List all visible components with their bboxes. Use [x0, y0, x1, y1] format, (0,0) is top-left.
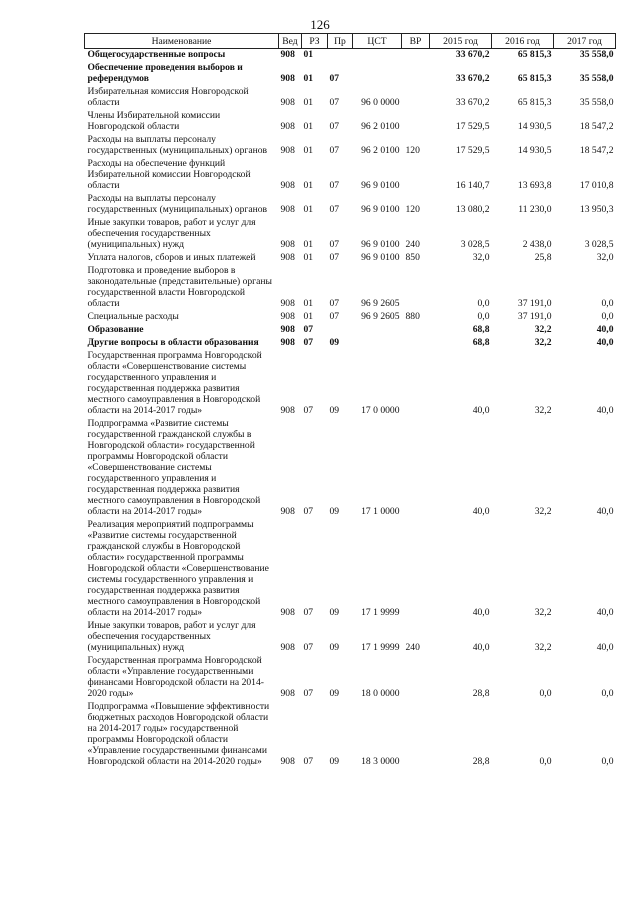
row-ved: 908	[280, 337, 295, 348]
row-name: Государственная программа Новгородской области «Совершенствование системы государственного управления и государственная поддержка развития местного самоуправления в Новгородской области на 2014-2017 годы»	[87, 350, 262, 416]
row-pr: 07	[329, 239, 340, 250]
row-vr	[402, 418, 430, 519]
row-vr: 120	[405, 204, 420, 215]
row-pr: 09	[329, 688, 340, 699]
row-amount-2016: 32,2	[534, 337, 552, 348]
row-amount-2017: 32,0	[596, 252, 614, 263]
row-rz: 07	[303, 688, 314, 699]
table-row	[85, 252, 616, 265]
row-pr: 07	[329, 121, 340, 132]
row-name: Расходы на обеспечение функций Избирательной комиссии Новгородской области	[87, 158, 251, 191]
row-rz: 01	[303, 239, 314, 250]
row-ved: 908	[280, 756, 295, 767]
row-amount-2015: 33 670,2	[455, 97, 490, 108]
row-ved: 908	[280, 239, 295, 250]
row-cst: 96 2 0100	[361, 145, 400, 156]
row-ved: 908	[280, 405, 295, 416]
row-cst	[353, 337, 402, 350]
budget-table	[84, 33, 616, 769]
row-amount-2015: 33 670,2	[455, 49, 490, 60]
row-rz: 07	[303, 506, 314, 517]
table-row	[85, 86, 616, 110]
row-vr	[402, 49, 430, 63]
row-amount-2015: 68,8	[472, 337, 490, 348]
row-rz: 01	[303, 49, 314, 60]
row-name: Образование	[87, 324, 144, 335]
table-row	[85, 350, 616, 418]
row-amount-2016: 14 930,5	[517, 121, 552, 132]
table-row	[85, 134, 616, 158]
row-cst: 96 2 0100	[361, 121, 400, 132]
row-amount-2017: 40,0	[596, 506, 614, 517]
row-vr	[402, 701, 430, 769]
row-ved: 908	[280, 180, 295, 191]
row-vr	[402, 62, 430, 86]
row-pr: 09	[329, 506, 340, 517]
row-ved: 908	[280, 73, 295, 84]
header-2017: 2017 год	[554, 34, 616, 49]
row-amount-2015: 40,0	[472, 642, 490, 653]
row-name: Расходы на выплаты персоналу государственных (муниципальных) органов	[87, 134, 268, 156]
row-pr: 07	[329, 204, 340, 215]
table-row	[85, 110, 616, 134]
row-amount-2016: 13 693,8	[517, 180, 552, 191]
row-amount-2016: 65 815,3	[517, 49, 552, 60]
row-ved: 908	[280, 97, 295, 108]
row-amount-2016: 25,8	[534, 252, 552, 263]
table-header-row	[85, 34, 616, 49]
row-pr: 07	[329, 252, 340, 263]
row-amount-2016: 32,2	[534, 607, 552, 618]
row-name: Избирательная комиссия Новгородской области	[87, 86, 249, 108]
row-name: Подпрограмма «Повышение эффективности бюджетных расходов Новгородской области на 2014-2017 годы» государственной программы Новгородской области «Управление государственными финансами Новгородской области на 2014-2020 годы»	[87, 701, 270, 767]
row-rz: 07	[303, 756, 314, 767]
page-number: 126	[310, 17, 330, 32]
row-name: Подготовка и проведение выборов в законодательные (представительные) органы государственной власти Новгородской области	[87, 265, 272, 309]
row-rz: 07	[303, 324, 314, 335]
row-rz: 01	[303, 121, 314, 132]
row-ved: 908	[280, 145, 295, 156]
row-amount-2015: 0,0	[477, 298, 490, 309]
row-rz: 07	[303, 642, 314, 653]
row-cst: 96 9 0100	[361, 204, 400, 215]
row-pr	[328, 324, 353, 337]
row-amount-2017: 3 028,5	[584, 239, 614, 250]
row-pr: 09	[329, 405, 340, 416]
row-amount-2015: 33 670,2	[455, 73, 490, 84]
row-pr: 07	[329, 180, 340, 191]
row-ved: 908	[280, 688, 295, 699]
row-ved: 908	[280, 252, 295, 263]
row-rz: 07	[303, 337, 314, 348]
row-cst: 18 0 0000	[361, 688, 400, 699]
row-vr	[402, 86, 430, 110]
row-amount-2017: 40,0	[596, 324, 614, 335]
row-amount-2017: 18 547,2	[579, 121, 614, 132]
row-cst: 96 9 0100	[361, 252, 400, 263]
row-amount-2015: 13 080,2	[455, 204, 490, 215]
row-name: Обеспечение проведения выборов и референдумов	[87, 62, 243, 84]
row-amount-2016: 11 230,0	[518, 204, 552, 215]
row-amount-2016: 37 191,0	[517, 298, 552, 309]
row-rz: 01	[303, 145, 314, 156]
row-rz: 07	[303, 607, 314, 618]
row-amount-2015: 28,8	[472, 688, 490, 699]
table-row	[85, 62, 616, 86]
header-cst: ЦСТ	[353, 34, 402, 49]
row-amount-2016: 2 438,0	[522, 239, 552, 250]
row-amount-2015: 40,0	[472, 405, 490, 416]
row-cst: 17 1 0000	[361, 506, 400, 517]
row-amount-2016: 65 815,3	[517, 97, 552, 108]
row-name: Другие вопросы в области образования	[87, 337, 259, 348]
row-amount-2015: 17 529,5	[455, 145, 490, 156]
row-name: Уплата налогов, сборов и иных платежей	[87, 252, 256, 263]
table-row	[85, 655, 616, 701]
row-ved: 908	[280, 121, 295, 132]
row-cst: 96 9 2605	[361, 311, 400, 322]
row-amount-2016: 32,2	[534, 506, 552, 517]
row-pr: 07	[329, 298, 340, 309]
row-amount-2015: 28,8	[472, 756, 490, 767]
row-vr	[402, 519, 430, 620]
row-amount-2017: 18 547,2	[579, 145, 614, 156]
row-amount-2017: 40,0	[596, 607, 614, 618]
row-pr: 09	[329, 756, 340, 767]
row-pr: 07	[329, 97, 340, 108]
row-name: Реализация мероприятий подпрограммы «Развитие системы государственной гражданской службы в Новгородской области» государственной программы Новгородской области «Совершенствование системы государственного управления и государственная поддержка развития местного самоуправления в Новгородской области на 2014-2017 годы»	[87, 519, 269, 618]
row-cst: 18 3 0000	[361, 756, 400, 767]
row-ved: 908	[280, 642, 295, 653]
row-pr: 07	[329, 73, 340, 84]
row-rz: 01	[303, 204, 314, 215]
row-rz: 01	[303, 180, 314, 191]
row-pr: 09	[329, 337, 340, 348]
table-row	[85, 217, 616, 252]
row-amount-2015: 17 529,5	[455, 121, 490, 132]
row-amount-2016: 37 191,0	[517, 311, 552, 322]
table-row	[85, 337, 616, 350]
row-cst	[353, 49, 402, 63]
row-amount-2017: 35 558,0	[579, 49, 614, 60]
row-cst: 96 9 0100	[361, 239, 400, 250]
table-row	[85, 519, 616, 620]
row-amount-2016: 65 815,3	[517, 73, 552, 84]
row-amount-2017: 13 950,3	[579, 204, 614, 215]
row-amount-2015: 68,8	[472, 324, 490, 335]
row-vr	[402, 110, 430, 134]
row-name: Иные закупки товаров, работ и услуг для обеспечения государственных (муниципальных) нужд	[87, 620, 256, 653]
row-amount-2016: 0,0	[539, 756, 552, 767]
row-amount-2016: 0,0	[539, 688, 552, 699]
row-amount-2015: 16 140,7	[455, 180, 490, 191]
row-cst	[353, 62, 402, 86]
header-name: Наименование	[85, 34, 279, 49]
row-amount-2017: 0,0	[601, 311, 614, 322]
row-name: Подпрограмма «Развитие системы государственной гражданской службы в Новгородской области» государственной программы Новгородской области «Совершенствование системы государственного управления и государственная поддержка развития местного самоуправления в Новгородской области на 2014-2017 годы»	[87, 418, 261, 517]
row-ved: 908	[280, 324, 295, 335]
row-amount-2015: 32,0	[472, 252, 490, 263]
table-row	[85, 701, 616, 769]
row-pr: 09	[329, 607, 340, 618]
row-vr	[402, 655, 430, 701]
row-ved: 908	[280, 506, 295, 517]
row-ved: 908	[280, 298, 295, 309]
row-amount-2017: 0,0	[601, 756, 614, 767]
row-vr	[402, 350, 430, 418]
row-amount-2017: 0,0	[601, 688, 614, 699]
table-row	[85, 193, 616, 217]
table-row	[85, 265, 616, 311]
row-name: Члены Избирательной комиссии Новгородской области	[87, 110, 221, 132]
header-pr: Пр	[328, 34, 353, 49]
row-ved: 908	[280, 607, 295, 618]
row-vr	[402, 158, 430, 193]
row-cst: 96 0 0000	[361, 97, 400, 108]
row-rz: 01	[303, 298, 314, 309]
table-row	[85, 418, 616, 519]
row-name: Расходы на выплаты персоналу государственных (муниципальных) органов	[87, 193, 268, 215]
row-amount-2016: 14 930,5	[517, 145, 552, 156]
row-amount-2017: 35 558,0	[579, 73, 614, 84]
header-vr: ВР	[402, 34, 430, 49]
table-row	[85, 620, 616, 655]
row-rz: 01	[303, 311, 314, 322]
row-cst: 96 9 2605	[361, 298, 400, 309]
row-amount-2017: 40,0	[596, 642, 614, 653]
row-rz: 01	[303, 252, 314, 263]
row-name: Специальные расходы	[87, 311, 179, 322]
row-pr	[328, 49, 353, 63]
row-amount-2015: 3 028,5	[460, 239, 490, 250]
table-row	[85, 311, 616, 324]
header-rz: РЗ	[302, 34, 328, 49]
row-ved: 908	[280, 49, 295, 60]
header-ved: Вед	[279, 34, 302, 49]
row-amount-2017: 17 010,8	[579, 180, 614, 191]
row-amount-2015: 0,0	[477, 311, 490, 322]
row-vr: 850	[405, 252, 420, 263]
row-vr	[402, 265, 430, 311]
row-pr: 07	[329, 311, 340, 322]
row-cst: 17 0 0000	[361, 405, 400, 416]
row-amount-2015: 40,0	[472, 607, 490, 618]
row-amount-2016: 32,2	[534, 405, 552, 416]
row-pr: 07	[329, 145, 340, 156]
row-amount-2017: 40,0	[596, 337, 614, 348]
row-amount-2015: 40,0	[472, 506, 490, 517]
table-row	[85, 49, 616, 63]
row-ved: 908	[280, 311, 295, 322]
row-vr	[402, 337, 430, 350]
row-name: Государственная программа Новгородской области «Управление государственными финансами Новгородской области на 2014-2020 годы»	[87, 655, 264, 699]
row-cst: 96 9 0100	[361, 180, 400, 191]
row-cst: 17 1 9999	[361, 642, 400, 653]
row-name: Общегосударственные вопросы	[87, 49, 226, 60]
header-2016: 2016 год	[492, 34, 554, 49]
row-cst: 17 1 9999	[361, 607, 400, 618]
row-rz: 01	[303, 97, 314, 108]
table-row	[85, 158, 616, 193]
row-amount-2017: 0,0	[601, 298, 614, 309]
header-2015: 2015 год	[430, 34, 492, 49]
row-amount-2017: 40,0	[596, 405, 614, 416]
row-cst	[353, 324, 402, 337]
row-vr	[402, 324, 430, 337]
row-rz: 07	[303, 405, 314, 416]
row-vr: 240	[405, 642, 420, 653]
row-vr: 120	[405, 145, 420, 156]
row-amount-2017: 35 558,0	[579, 97, 614, 108]
row-ved: 908	[280, 204, 295, 215]
row-vr: 880	[405, 311, 420, 322]
row-rz: 01	[303, 73, 314, 84]
table-row	[85, 324, 616, 337]
row-amount-2016: 32,2	[534, 324, 552, 335]
row-vr: 240	[405, 239, 420, 250]
row-amount-2016: 32,2	[534, 642, 552, 653]
row-pr: 09	[329, 642, 340, 653]
row-name: Иные закупки товаров, работ и услуг для обеспечения государственных (муниципальных) нужд	[87, 217, 256, 250]
